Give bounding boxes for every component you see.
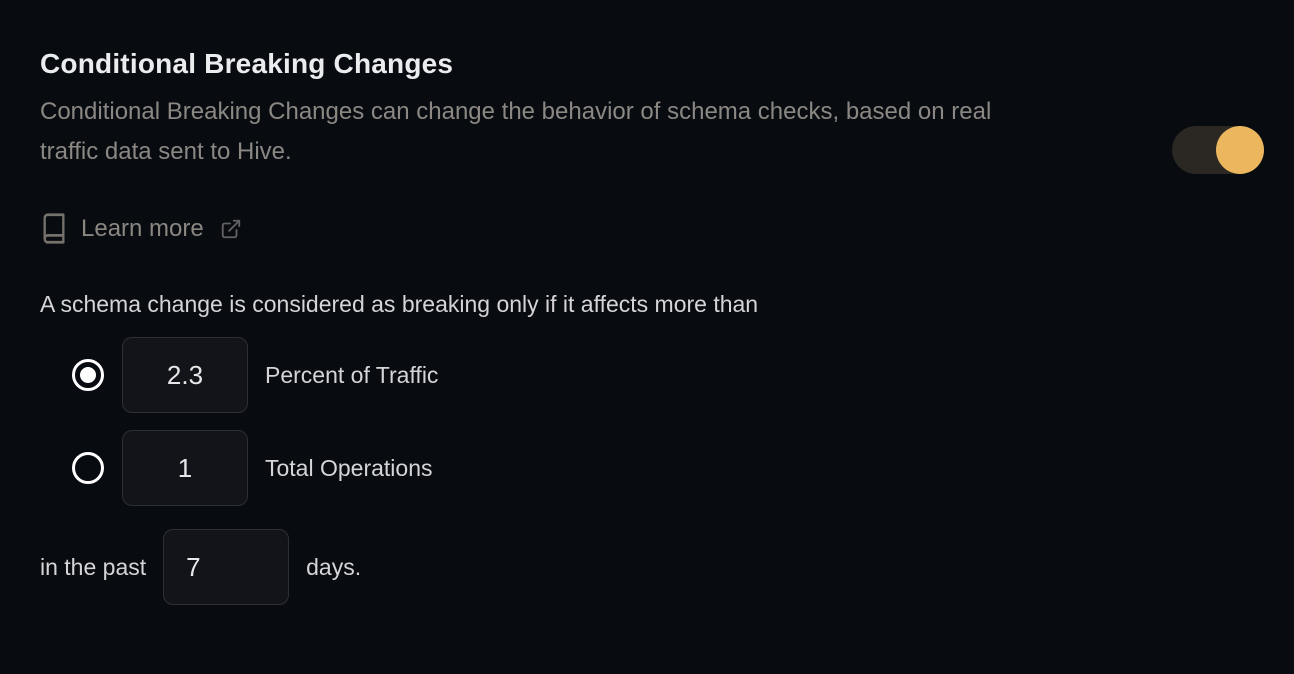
radio-selected-dot bbox=[80, 367, 96, 383]
section-header-text bbox=[40, 46, 991, 172]
external-link-icon bbox=[217, 218, 242, 240]
percent-of-traffic-option bbox=[40, 337, 1264, 413]
radio-percent-of-traffic[interactable] bbox=[72, 359, 104, 391]
learn-more-label: Learn more bbox=[81, 214, 204, 242]
threshold-intro-text: A schema change is considered as breaking only if it affects more than bbox=[40, 291, 759, 317]
toggle-knob bbox=[1216, 126, 1264, 174]
book-icon bbox=[40, 212, 68, 245]
period-row bbox=[40, 529, 1264, 605]
days-input[interactable] bbox=[163, 529, 289, 605]
section-header bbox=[40, 46, 1264, 172]
learn-more-link[interactable] bbox=[40, 212, 242, 245]
conditional-breaking-changes-section bbox=[0, 46, 1294, 605]
period-suffix-text: days. bbox=[306, 553, 362, 580]
period-prefix-text: in the past bbox=[40, 553, 147, 580]
total-operations-input[interactable] bbox=[122, 430, 248, 506]
section-title: Conditional Breaking Changes bbox=[40, 48, 454, 79]
total-operations-label: Total Operations bbox=[265, 454, 433, 481]
section-description bbox=[40, 92, 991, 172]
threshold-options bbox=[40, 337, 1264, 506]
percent-of-traffic-label: Percent of Traffic bbox=[265, 361, 439, 388]
section-description-line-1: Conditional Breaking Changes can change the behavior of schema checks, based on real bbox=[40, 98, 992, 125]
section-description-line-2: traffic data sent to Hive. bbox=[40, 138, 292, 165]
percent-of-traffic-input[interactable] bbox=[122, 337, 248, 413]
feature-toggle[interactable] bbox=[1172, 126, 1264, 174]
radio-total-operations[interactable] bbox=[72, 452, 104, 484]
total-operations-option bbox=[40, 430, 1264, 506]
